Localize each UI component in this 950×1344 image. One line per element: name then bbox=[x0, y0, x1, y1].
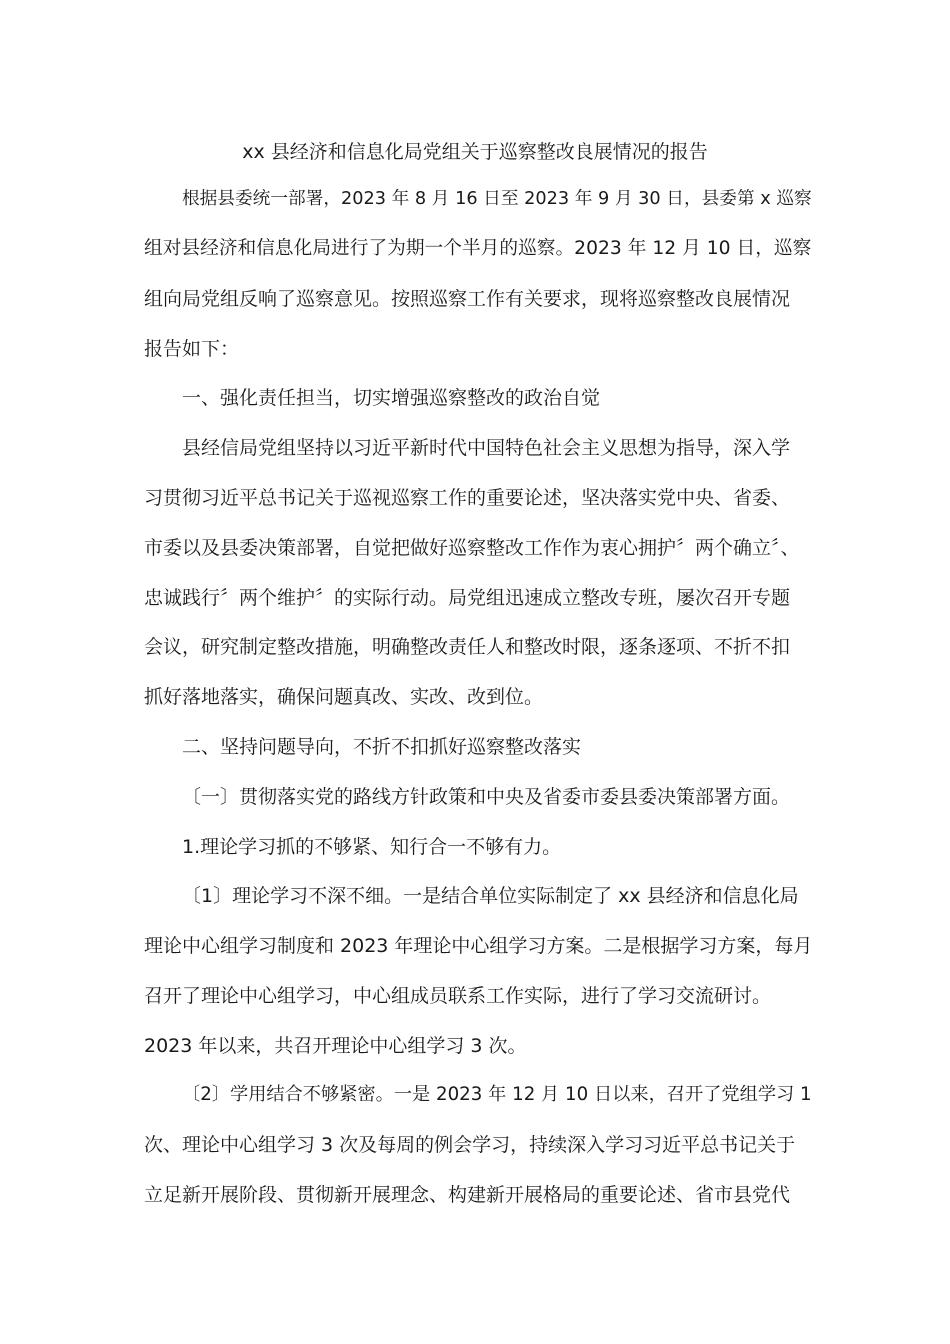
paragraph-line: 组向局党组反响了巡察意见。按照巡察工作有关要求，现将巡察整改良展情况 bbox=[144, 288, 791, 310]
document-title: xx 县经济和信息化局党组关于巡察整改良展情况的报告 bbox=[242, 141, 708, 163]
section-heading: 一、强化责任担当，切实增强巡察整改的政治自觉 bbox=[182, 387, 601, 409]
paragraph-line: 立足新开展阶段、贯彻新开展理念、构建新开展格局的重要论述、省市县党代 bbox=[144, 1184, 791, 1206]
paragraph-line: 次、理论中心组学习 3 次及每周的例会学习，持续深入学习习近平总书记关于 bbox=[144, 1134, 796, 1156]
paragraph-line: 会议，研究制定整改措施，明确整改责任人和整改时限，逐条逐项、不折不扣 bbox=[144, 636, 791, 658]
paragraph-line: 〔1〕理论学习不深不细。一是结合单位实际制定了 xx 县经济和信息化局 bbox=[182, 885, 799, 907]
paragraph-line: 组对县经济和信息化局进行了为期一个半月的巡察。2023 年 12 月 10 日，巡察 bbox=[144, 238, 812, 259]
section-heading: 二、坚持问题导向，不折不扣抓好巡察整改落实 bbox=[182, 736, 582, 758]
subsection-heading: 〔一〕贯彻落实党的路线方针政策和中央及省委市委县委决策部署方面。 bbox=[182, 786, 791, 808]
paragraph-line: 报告如下： bbox=[144, 338, 240, 360]
paragraph-line: 理论中心组学习制度和 2023 年理论中心组学习方案。二是根据学习方案，每月 bbox=[144, 935, 813, 957]
paragraph-line: 〔2〕学用结合不够紧密。一是 2023 年 12 月 10 日以来，召开了党组学习 1 bbox=[182, 1084, 812, 1105]
paragraph-line: 召开了理论中心组学习，中心组成员联系工作实际，进行了学习交流研讨。 bbox=[144, 985, 772, 1007]
paragraph-line: 根据县委统一部署，2023 年 8 月 16 日至 2023 年 9 月 30 日，县委第 x 巡察 bbox=[182, 189, 812, 209]
paragraph-line: 市委以及县委决策部署，自觉把做好巡察整改工作作为衷心拥护〞两个确立〞、 bbox=[144, 537, 800, 559]
paragraph-line: 县经信局党组坚持以习近平新时代中国特色社会主义思想为指导，深入学 bbox=[182, 437, 791, 459]
paragraph-line: 2023 年以来，共召开理论中心组学习 3 次。 bbox=[144, 1035, 527, 1057]
paragraph-line: 忠诚践行〞两个维护〞的实际行动。局党组迅速成立整改专班，屡次召开专题 bbox=[144, 587, 791, 609]
paragraph-line: 抓好落地落实，确保问题真改、实改、改到位。 bbox=[144, 686, 544, 708]
paragraph-line: 习贯彻习近平总书记关于巡视巡察工作的重要论述，坚决落实党中央、省委、 bbox=[144, 487, 791, 509]
item-heading: 1.理论学习抓的不够紧、知行合一不够有力。 bbox=[182, 836, 562, 858]
